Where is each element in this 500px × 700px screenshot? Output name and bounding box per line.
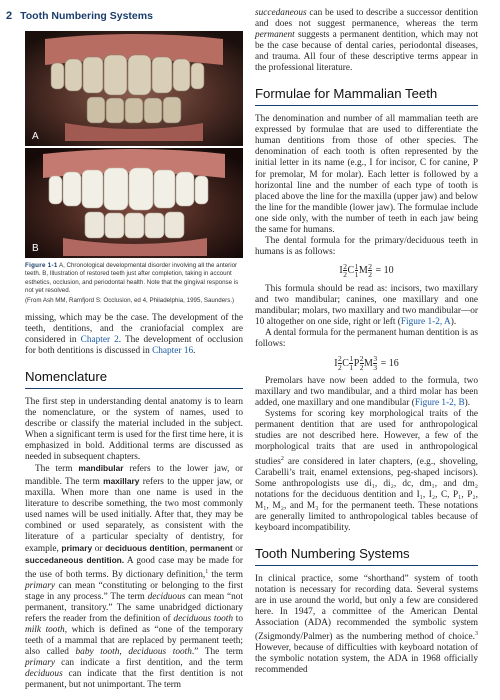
fraction [373,355,377,371]
text-run: However, because of difficulties with keyboard notation of the symbolic notation system, the ADA in 1968 officially recommended [255,643,478,676]
numbering-paragraph-1 [255,574,478,677]
text-run: can mean “constituting or belonging to the first stage in any process.” The term [25,581,243,603]
term-italic: deciduous tooth [173,614,233,625]
text-run: can indicate a first dentition, and the term [54,658,243,669]
numerator: 1 [354,261,359,271]
link-figure-1-2a[interactable]: Figure 1-2, A [400,317,451,328]
formula-total: = 16 [380,357,399,369]
term-italic: primary [25,581,55,592]
text-run: are considered in later chapters, (e.g., shoveling, Carabelli’s trait, enamel extensions, peg-shaped incisors). Some anthropologists use di₁, di₂, dc, dm₁, and dm₂ notations for the deciduous dentition and I₁, I₂, C, P₁, P₂, M₁, M₂, and M₃ for the permanent teeth. These notations are generally limited to anthropological tables because of keyboard incompatibility. [255,456,478,533]
text-run: . The development of occlusion for both dentitions is discussed in [25,335,243,357]
formula-total: = 10 [375,265,394,277]
fraction [368,263,372,279]
text-run: .” The term [191,647,243,658]
text-run: can mean “not permanent, transitory.” The same unabridged dictionary refers the reader from the definition of [25,592,243,625]
formulae-paragraph-4: A dental formula for the permanent human dentition is as follows: [255,328,478,350]
text-run: can indicate that the first dentition is not permanent, but not unimportant. The term [25,669,243,691]
nomenclature-paragraph-2 [25,463,243,691]
link-chapter-16[interactable]: Chapter 16 [152,346,194,357]
text-run: which is defined as “one of the temporary teeth of a mammal that are replaced by permanent teeth; also called [25,625,243,658]
text-run: can be used to describe a successor dentition and does not suggest permanence, whereas the term [255,8,478,30]
denominator: 2 [359,362,364,372]
term-bold: primary [61,542,93,553]
fraction [338,355,342,371]
text-run: . [193,346,196,357]
link-figure-1-2b[interactable]: Figure 1-2, B [414,398,465,409]
text-run: or [92,543,106,554]
fraction [343,263,347,279]
formulae-paragraph-6 [255,409,478,534]
numerator: 2 [343,261,347,271]
denominator: 2 [343,270,347,280]
text-run: Systems for scoring key morphological traits of the permanent dentition that are used for anthropological studies are not described here. However, a few of the morphological traits that are used in anthropological studies [255,409,478,467]
left-column [25,313,243,692]
running-title: Tooth Numbering Systems [20,10,153,22]
permanent-dental-formula: I $\frac{2}{2}$ C $\frac{1}{1}$ P $\frac{2}{2}$ M $\frac{3}{3}$ = 16 [334,354,399,372]
denominator: 1 [354,270,359,280]
link-chapter-2[interactable]: Chapter 2 [80,335,119,346]
denominator: 2 [368,270,373,280]
text-run: The term [35,464,79,475]
numbering-section [255,546,478,566]
figure-source: (From Ash MM, Ramfjord S: Occlusion, ed 4, Philadelphia, 1995, Saunders.) [25,296,235,304]
text-run: ). [450,317,457,328]
numbering-heading: Tooth Numbering Systems [255,545,410,561]
denominator: 1 [349,362,354,372]
nomenclature-heading: Nomenclature [25,369,108,385]
term-italic: deciduous [147,592,186,603]
numerator: 1 [349,354,354,364]
text-run: refers to the upper jaw, or maxilla. When more than one name is used in the literature to describe something, the two most commonly used names will be used initially. After that, they may be combined or used separately, as consistent with the literature of a particular specialty of dentistry, for example, [25,476,244,554]
formulae-paragraph-3 [255,284,478,328]
term-italic: baby tooth, deciduous tooth [75,647,192,658]
fraction [360,355,364,371]
text-run: In clinical practice, some “shorthand” system of tooth notation is necessary for recording data. Several systems are in use around the world, but only a few are considered here. In 1947, a committee of the American Dental Association (ADA) recommended the symbolic system (Zsigmondy/Palmer) as the numbering method of choice. [255,573,478,643]
text-run: refers to the lower jaw, or mandible. The term [25,464,244,487]
term-bold: maxillary [103,475,140,486]
right-column [255,8,478,676]
term-bold: mandibular [78,463,124,474]
text-run: Premolars have now been added to the formula, two maxillary and two mandibular, and a third molar has been added, one maxillary and one mandibular ( [255,376,478,409]
heading-rule [255,565,478,566]
term-italic: milk tooth, [25,625,68,636]
formulae-paragraph-5 [255,376,478,409]
formulae-paragraph-2: The dental formula for the primary/deciduous teeth in humans is as follows: [255,235,478,257]
term-italic: primary [25,658,55,669]
denominator: 3 [373,362,378,372]
term-italic: deciduous [25,669,63,680]
text-run: This formula should be read as: incisors, two maxillary and two mandibular; canines, one maxillary and one mandibular; molars, two maxillary and two mandibular—or 10 altogether on one side, right or left ( [255,283,478,328]
panel-label-b: B [32,243,39,254]
figure-caption [25,262,241,305]
numerator: 2 [359,354,364,364]
footnote-ref[interactable]: 2 [280,455,284,462]
nomenclature-section [25,369,243,389]
footnote-ref[interactable]: 3 [475,631,478,638]
page-number: 2 [6,10,13,22]
term-bold: permanent [189,542,233,553]
numerator: 2 [368,261,373,271]
denominator: 2 [338,362,342,372]
term-italic: succedaneous [255,8,307,18]
formulae-heading: Formulae for Mammalian Teeth [255,86,438,102]
nomenclature-paragraph-1: The first step in understanding dental anatomy is to learn the nomenclature, or the system of names, used to describe or classify the material included in the subject. When a significant term is used for the first time here, it is emphasized in bold. Additional terms are discussed as needed in subsequent chapters. [25,397,243,463]
term-bold: deciduous dentition [105,542,185,553]
text-run: suggests a permanent dentition, which may not be the case because of dental caries, periodontal diseases, and trauma. All four of these descriptive terms appear in the professional literature. [255,30,478,74]
formulae-paragraph-1: The denomination and number of all mammalian teeth are expressed by formulae that are used to differentiate the human dentitions from those of other species. The denomination of each tooth is often represented by the initial letter in its name (e.g., I for incisor, C for canine, P for premolar, M for molar). Each letter is followed by a horizontal line and the number of each type of tooth is placed above the line for the maxilla (upper jaw) and below the line for the mandible (lower jaw). The formulae include one side only, with the number of teeth in each jaw being the same for humans. [255,114,478,235]
fraction [355,263,359,279]
panel-label-a: A [32,131,39,142]
text-run: missing, which may be the case. The development of the teeth, dentitions, and the craniofacial complex are considered in [25,313,243,346]
text-run: ). [464,398,471,409]
text-run: to [233,614,243,625]
continuation-paragraph [255,8,478,74]
heading-rule [255,105,478,106]
figure-photo-a [25,31,243,146]
term-italic: permanent [255,30,295,41]
numerator: 2 [338,354,342,364]
text-run: or [232,543,243,554]
figure-photo-b [25,148,243,258]
running-header [6,6,153,26]
formulae-section [255,86,478,106]
heading-rule [25,388,243,389]
primary-dental-formula: I $\frac{2}{2}$ C $\frac{1}{1}$ M $\frac{2}{2}$ = 10 [339,261,394,280]
text-run: the term [208,569,243,580]
intro-paragraph [25,313,243,357]
term-bold: succedaneous dentition. [25,554,125,565]
footnote-ref[interactable]: 1 [205,568,209,575]
figure-caption-text: A, Chronological developmental disorder involving all the anterior teeth. B, Illustration of restored teeth just after completion, taking in account esthetics, occlusion, and periodontal health. Note that the gingival response is not yet resolved. [25,262,239,295]
text-run: A good case may be made for the use of both terms. By dictionary definition, [25,555,243,580]
numerator: 3 [373,354,378,364]
text-run: , [184,543,190,554]
fraction [349,355,353,371]
figure-label: Figure 1-1 [25,262,58,269]
